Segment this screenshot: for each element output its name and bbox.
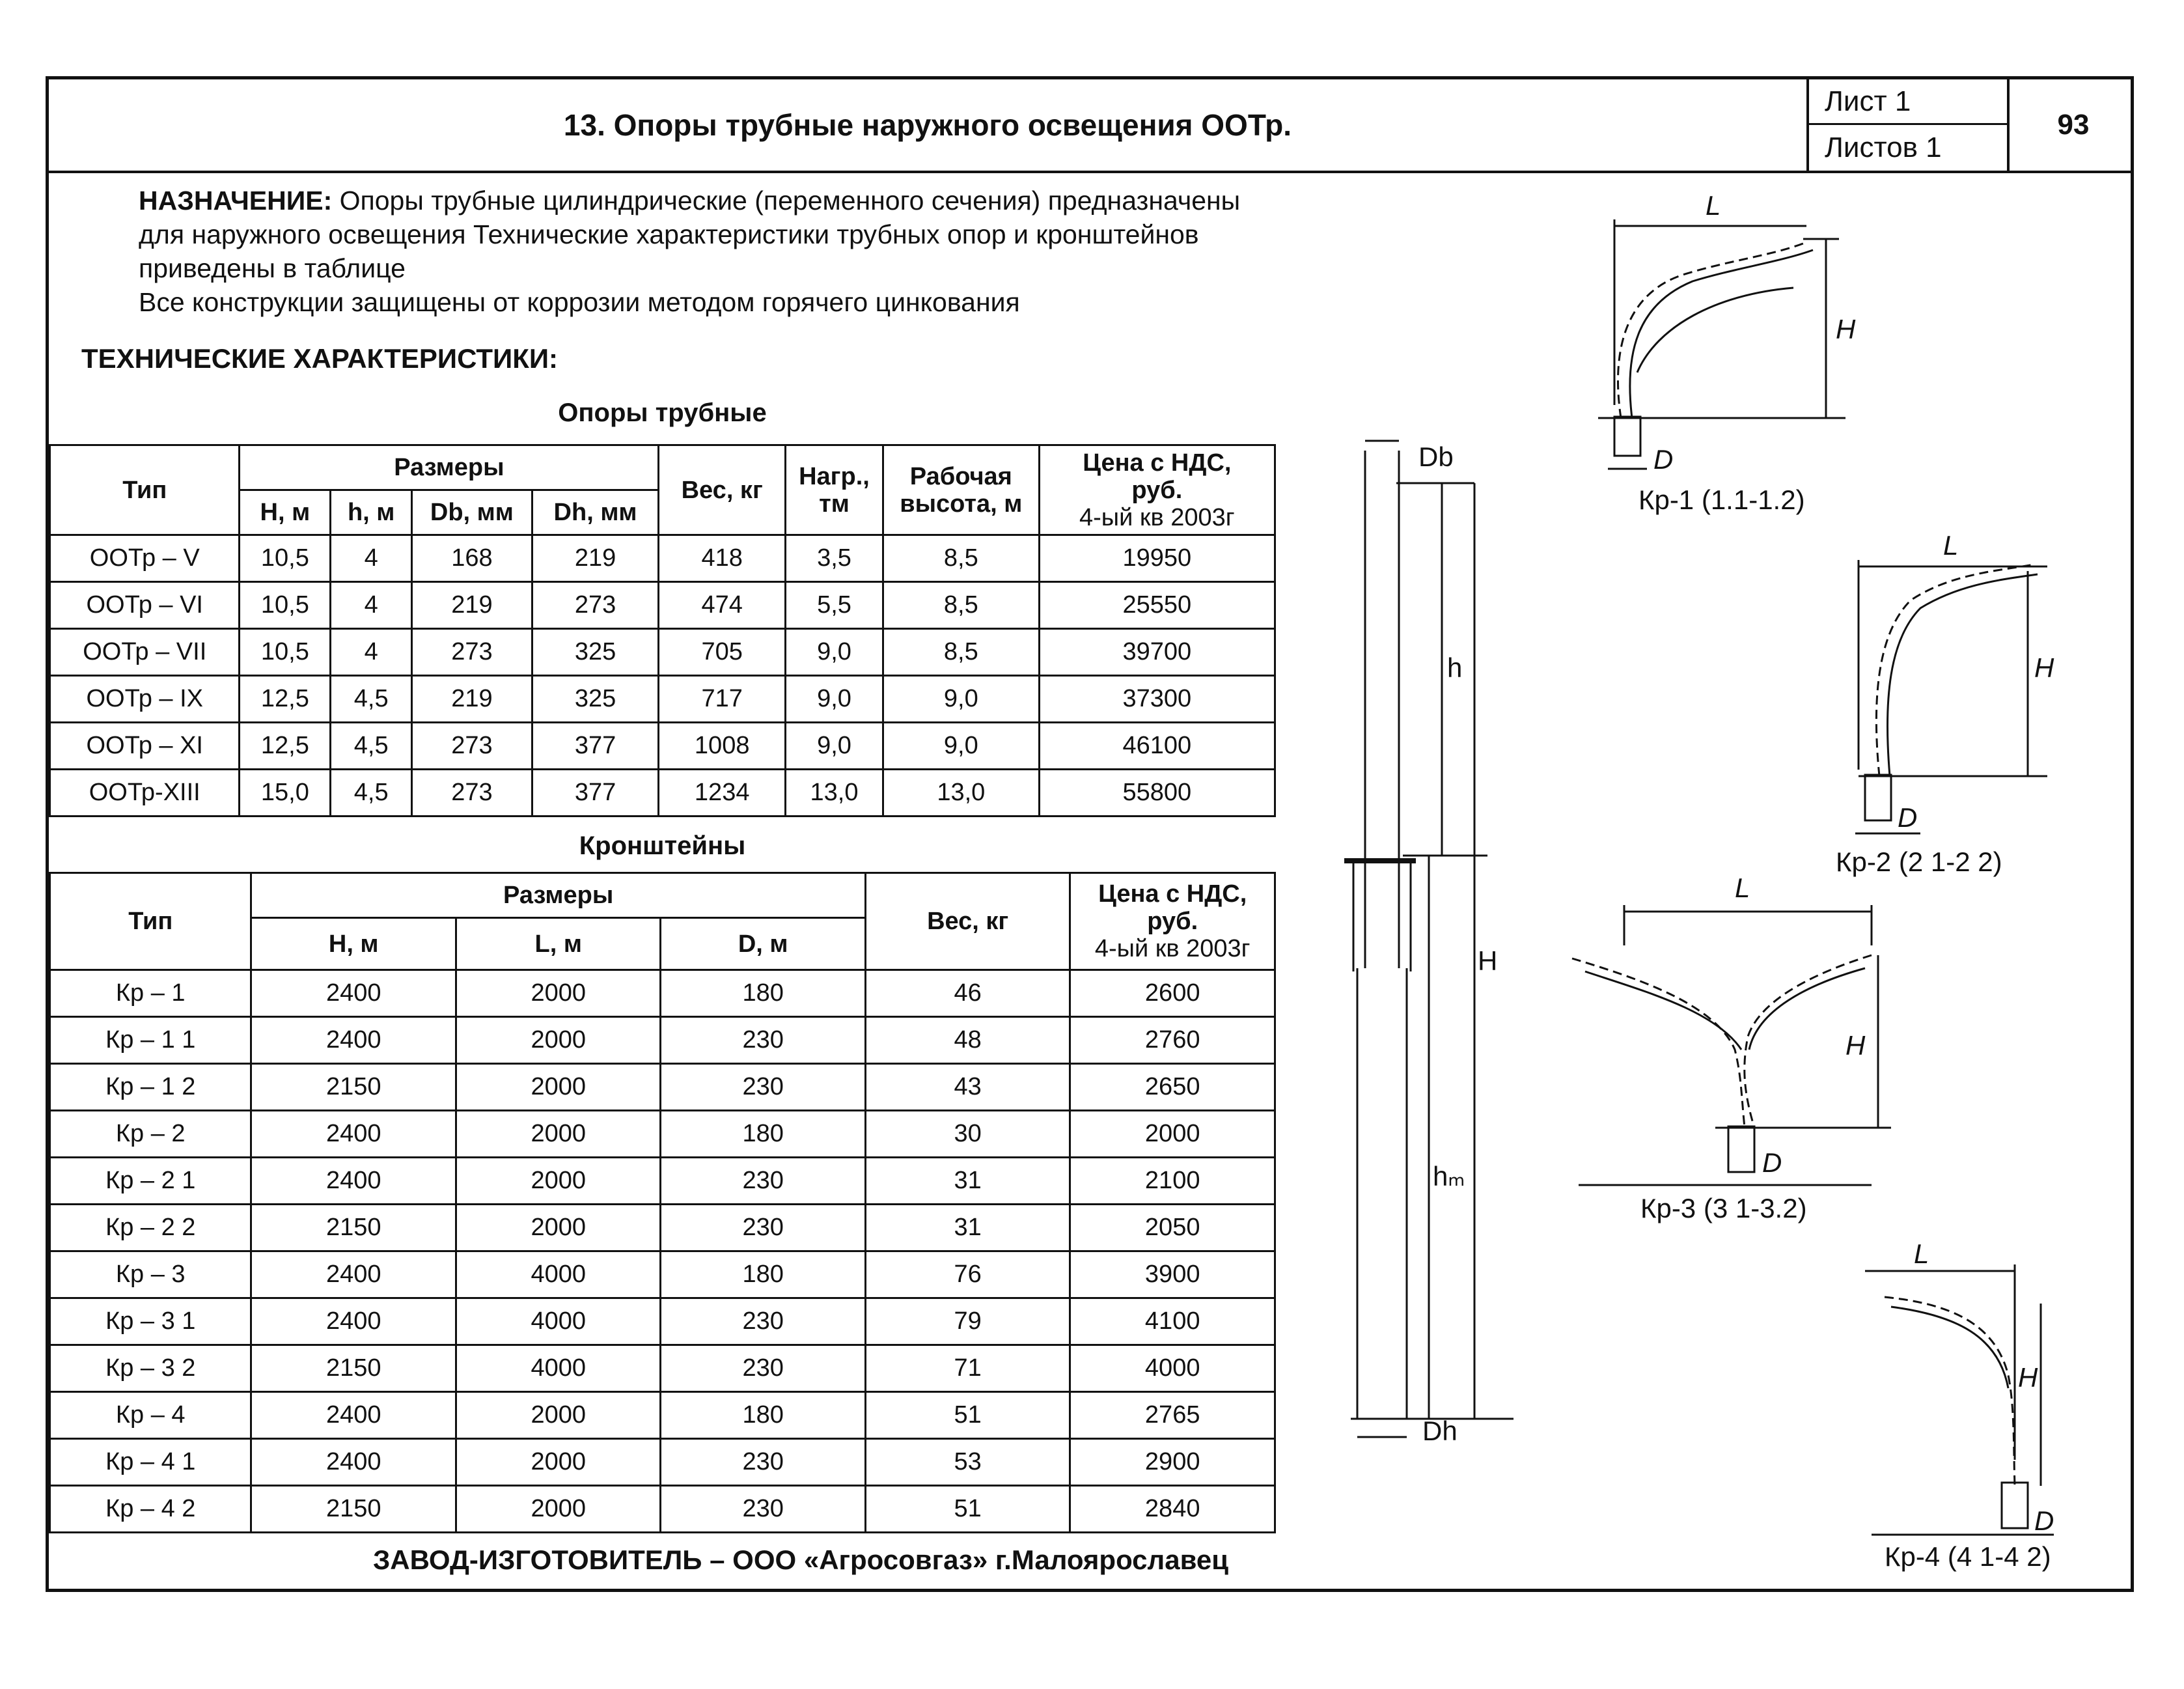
th-price-3: 4-ый кв 2003г: [1079, 503, 1235, 531]
poles-cell: 12,5: [240, 676, 331, 723]
poles-cell: 273: [412, 629, 532, 676]
brackets-cell: 2150: [251, 1205, 456, 1251]
poles-cell: 19950: [1039, 535, 1275, 582]
brackets-cell: 2400: [251, 1017, 456, 1064]
poles-cell: 325: [532, 629, 659, 676]
brackets-cell: 2400: [251, 1251, 456, 1298]
poles-cell: 3,5: [786, 535, 883, 582]
poles-cell: 9,0: [786, 629, 883, 676]
brackets-cell: 4000: [1070, 1345, 1275, 1392]
brackets-cell: 4100: [1070, 1298, 1275, 1345]
page-number: 93: [2007, 79, 2137, 171]
poles-cell: 9,0: [786, 676, 883, 723]
poles-cell: ООТр – V: [50, 535, 240, 582]
brackets-cell: 51: [865, 1392, 1070, 1439]
brackets-cell: 2150: [251, 1486, 456, 1533]
brackets-cell: 3900: [1070, 1251, 1275, 1298]
sheet-frame: [46, 76, 2134, 1592]
intro-line1: Опоры трубные цилиндрические (переменного сечения) предназначены: [339, 186, 1241, 216]
brackets-cell: Кр – 2: [50, 1111, 251, 1158]
sheets-label: Листов 1: [1825, 132, 1942, 163]
poles-cell: 10,5: [240, 629, 331, 676]
kr1-L: L: [1706, 190, 1721, 221]
brackets-cell: 180: [661, 1251, 865, 1298]
bth-price-1: Цена с НДС,: [1098, 880, 1247, 908]
poles-cell: 325: [532, 676, 659, 723]
th-type: Тип: [50, 445, 240, 535]
intro-heading: НАЗНАЧЕНИЕ:: [139, 186, 333, 216]
brackets-cell: 4000: [456, 1298, 661, 1345]
kr4-H: H: [2018, 1362, 2038, 1393]
label-Db: Db: [1418, 441, 1454, 472]
th-h: h, м: [331, 490, 412, 535]
brackets-cell: Кр – 4: [50, 1392, 251, 1439]
brackets-cell: 31: [865, 1205, 1070, 1251]
poles-cell: 8,5: [883, 582, 1039, 629]
poles-cell: 9,0: [883, 723, 1039, 770]
brackets-cell: 46: [865, 970, 1070, 1017]
brackets-cell: 2050: [1070, 1205, 1275, 1251]
poles-cell: 4,5: [331, 770, 412, 817]
th-Db: Db, мм: [412, 490, 532, 535]
brackets-caption: Кронштейны: [579, 831, 746, 860]
brackets-cell: 2400: [251, 1158, 456, 1205]
brackets-cell: 2100: [1070, 1158, 1275, 1205]
kr3-L: L: [1735, 872, 1750, 903]
kr3-D: D: [1762, 1147, 1782, 1178]
poles-cell: 168: [412, 535, 532, 582]
intro-line3: приведены в таблице: [139, 253, 406, 283]
poles-cell: 4,5: [331, 676, 412, 723]
brackets-cell: 2000: [456, 1486, 661, 1533]
poles-cell: 8,5: [883, 629, 1039, 676]
kr2-drawing: [1855, 560, 2047, 833]
poles-cell: 10,5: [240, 535, 331, 582]
brackets-cell: 71: [865, 1345, 1070, 1392]
page-title: 13. Опоры трубные наружного освещения ООТр.: [563, 108, 1292, 142]
poles-cell: ООТр – VI: [50, 582, 240, 629]
kr3-H: H: [1845, 1030, 1866, 1061]
th-H: H, м: [240, 490, 331, 535]
poles-cell: 219: [412, 676, 532, 723]
th-work-2: высота, м: [900, 490, 1023, 518]
brackets-cell: Кр – 4 2: [50, 1486, 251, 1533]
poles-cell: 273: [532, 582, 659, 629]
poles-cell: 12,5: [240, 723, 331, 770]
label-H: H: [1478, 945, 1498, 976]
brackets-cell: Кр – 3 1: [50, 1298, 251, 1345]
poles-cell: 13,0: [786, 770, 883, 817]
intro-line2: для наружного освещения Технические характеристики трубных опор и кронштейнов: [139, 219, 1199, 249]
brackets-cell: 230: [661, 1017, 865, 1064]
poles-caption: Опоры трубные: [558, 398, 767, 427]
brackets-cell: 230: [661, 1439, 865, 1486]
poles-cell: 1008: [659, 723, 786, 770]
brackets-cell: Кр – 1 2: [50, 1064, 251, 1111]
brackets-cell: 4000: [456, 1345, 661, 1392]
brackets-cell: 230: [661, 1345, 865, 1392]
poles-cell: 4: [331, 582, 412, 629]
poles-cell: 39700: [1039, 629, 1275, 676]
brackets-cell: 2000: [456, 1205, 661, 1251]
poles-cell: 37300: [1039, 676, 1275, 723]
label-hm: hₘ: [1433, 1161, 1465, 1192]
pole-drawing: [1344, 441, 1514, 1437]
poles-cell: 474: [659, 582, 786, 629]
bth-L: L, м: [456, 918, 661, 970]
kr3-drawing: [1572, 905, 1891, 1185]
th-price-1: Цена с НДС,: [1083, 449, 1232, 477]
poles-cell: 55800: [1039, 770, 1275, 817]
poles-cell: 15,0: [240, 770, 331, 817]
bth-price-3: 4-ый кв 2003г: [1094, 935, 1251, 962]
poles-cell: 4,5: [331, 723, 412, 770]
brackets-cell: 2400: [251, 1439, 456, 1486]
th-load-1: Нагр.,: [799, 462, 870, 490]
brackets-cell: Кр – 1 1: [50, 1017, 251, 1064]
th-load-2: тм: [819, 490, 850, 518]
sheet-label: Лист 1: [1809, 79, 2007, 125]
brackets-cell: 76: [865, 1251, 1070, 1298]
poles-cell: 4: [331, 629, 412, 676]
brackets-cell: 79: [865, 1298, 1070, 1345]
brackets-cell: 4000: [456, 1251, 661, 1298]
label-h: h: [1447, 652, 1463, 683]
brackets-cell: 2150: [251, 1064, 456, 1111]
bth-price-2: руб.: [1147, 908, 1198, 935]
poles-cell: 8,5: [883, 535, 1039, 582]
brackets-cell: 230: [661, 1064, 865, 1111]
brackets-cell: 2650: [1070, 1064, 1275, 1111]
brackets-cell: 2400: [251, 970, 456, 1017]
poles-cell: 13,0: [883, 770, 1039, 817]
brackets-cell: 2150: [251, 1345, 456, 1392]
brackets-cell: 230: [661, 1205, 865, 1251]
brackets-cell: Кр – 4 1: [50, 1439, 251, 1486]
kr4-L: L: [1914, 1238, 1929, 1269]
poles-cell: 46100: [1039, 723, 1275, 770]
brackets-cell: 180: [661, 1392, 865, 1439]
brackets-cell: Кр – 3 2: [50, 1345, 251, 1392]
poles-cell: ООТр – IX: [50, 676, 240, 723]
brackets-cell: 53: [865, 1439, 1070, 1486]
kr2-D: D: [1898, 802, 1918, 833]
poles-cell: 377: [532, 723, 659, 770]
brackets-cell: 2000: [456, 1439, 661, 1486]
bth-type: Тип: [50, 873, 251, 970]
brackets-cell: Кр – 2 2: [50, 1205, 251, 1251]
kr3-caption: Кр-3 (3 1-3.2): [1640, 1193, 1807, 1223]
bth-weight: Вес, кг: [865, 873, 1070, 970]
intro-line4: Все конструкции защищены от коррозии методом горячего цинкования: [139, 287, 1020, 317]
kr1-D: D: [1653, 444, 1674, 475]
poles-cell: 717: [659, 676, 786, 723]
poles-cell: 4: [331, 535, 412, 582]
brackets-cell: 2900: [1070, 1439, 1275, 1486]
brackets-cell: 2000: [456, 1111, 661, 1158]
brackets-cell: 2000: [456, 1392, 661, 1439]
poles-cell: 273: [412, 723, 532, 770]
poles-cell: 219: [532, 535, 659, 582]
poles-cell: 705: [659, 629, 786, 676]
poles-cell: ООТр – VII: [50, 629, 240, 676]
poles-cell: 377: [532, 770, 659, 817]
brackets-cell: 43: [865, 1064, 1070, 1111]
brackets-cell: 2400: [251, 1392, 456, 1439]
brackets-cell: 2000: [456, 1158, 661, 1205]
poles-cell: 10,5: [240, 582, 331, 629]
brackets-cell: 2000: [1070, 1111, 1275, 1158]
technical-drawings: [49, 79, 2132, 1590]
kr1-caption: Кр-1 (1.1-1.2): [1638, 484, 1805, 515]
brackets-cell: 230: [661, 1158, 865, 1205]
kr2-L: L: [1943, 530, 1959, 561]
poles-cell: 9,0: [883, 676, 1039, 723]
kr4-D: D: [2034, 1505, 2054, 1536]
brackets-cell: 2000: [456, 1064, 661, 1111]
brackets-cell: 230: [661, 1486, 865, 1533]
brackets-cell: 180: [661, 1111, 865, 1158]
th-Dh: Dh, мм: [532, 490, 659, 535]
label-Dh: Dh: [1422, 1416, 1458, 1446]
poles-cell: 273: [412, 770, 532, 817]
bth-D: D, м: [661, 918, 865, 970]
brackets-cell: Кр – 3: [50, 1251, 251, 1298]
brackets-cell: 2765: [1070, 1392, 1275, 1439]
tech-heading: ТЕХНИЧЕСКИЕ ХАРАКТЕРИСТИКИ:: [81, 343, 559, 374]
brackets-cell: 51: [865, 1486, 1070, 1533]
brackets-cell: 2840: [1070, 1486, 1275, 1533]
kr4-drawing: [1865, 1264, 2054, 1535]
brackets-cell: 2760: [1070, 1017, 1275, 1064]
brackets-cell: 2400: [251, 1298, 456, 1345]
manufacturer-footer: ЗАВОД-ИЗГОТОВИТЕЛЬ – ООО «Агросовгаз» г.Малоярославец: [372, 1544, 1229, 1575]
brackets-cell: Кр – 2 1: [50, 1158, 251, 1205]
poles-cell: ООТр-XIII: [50, 770, 240, 817]
poles-cell: ООТр – XI: [50, 723, 240, 770]
poles-cell: 418: [659, 535, 786, 582]
th-sizes: Размеры: [240, 445, 659, 490]
th-work-1: Рабочая: [909, 462, 1012, 490]
kr2-H: H: [2034, 652, 2054, 683]
brackets-cell: 2000: [456, 1017, 661, 1064]
th-price-2: руб.: [1131, 476, 1183, 504]
brackets-cell: Кр – 1: [50, 970, 251, 1017]
brackets-cell: 30: [865, 1111, 1070, 1158]
th-weight: Вес, кг: [659, 445, 786, 535]
poles-cell: 219: [412, 582, 532, 629]
brackets-cell: 230: [661, 1298, 865, 1345]
brackets-cell: 2400: [251, 1111, 456, 1158]
kr1-drawing: [1598, 219, 1845, 469]
brackets-cell: 48: [865, 1017, 1070, 1064]
poles-cell: 1234: [659, 770, 786, 817]
brackets-cell: 2000: [456, 970, 661, 1017]
kr4-caption: Кр-4 (4 1-4 2): [1885, 1541, 2051, 1572]
bth-H: H, м: [251, 918, 456, 970]
brackets-cell: 180: [661, 970, 865, 1017]
kr1-H: H: [1836, 314, 1856, 344]
bth-sizes: Размеры: [251, 873, 865, 918]
poles-cell: 5,5: [786, 582, 883, 629]
kr2-caption: Кр-2 (2 1-2 2): [1836, 846, 2002, 877]
brackets-cell: 2600: [1070, 970, 1275, 1017]
brackets-cell: 31: [865, 1158, 1070, 1205]
poles-cell: 25550: [1039, 582, 1275, 629]
poles-cell: 9,0: [786, 723, 883, 770]
